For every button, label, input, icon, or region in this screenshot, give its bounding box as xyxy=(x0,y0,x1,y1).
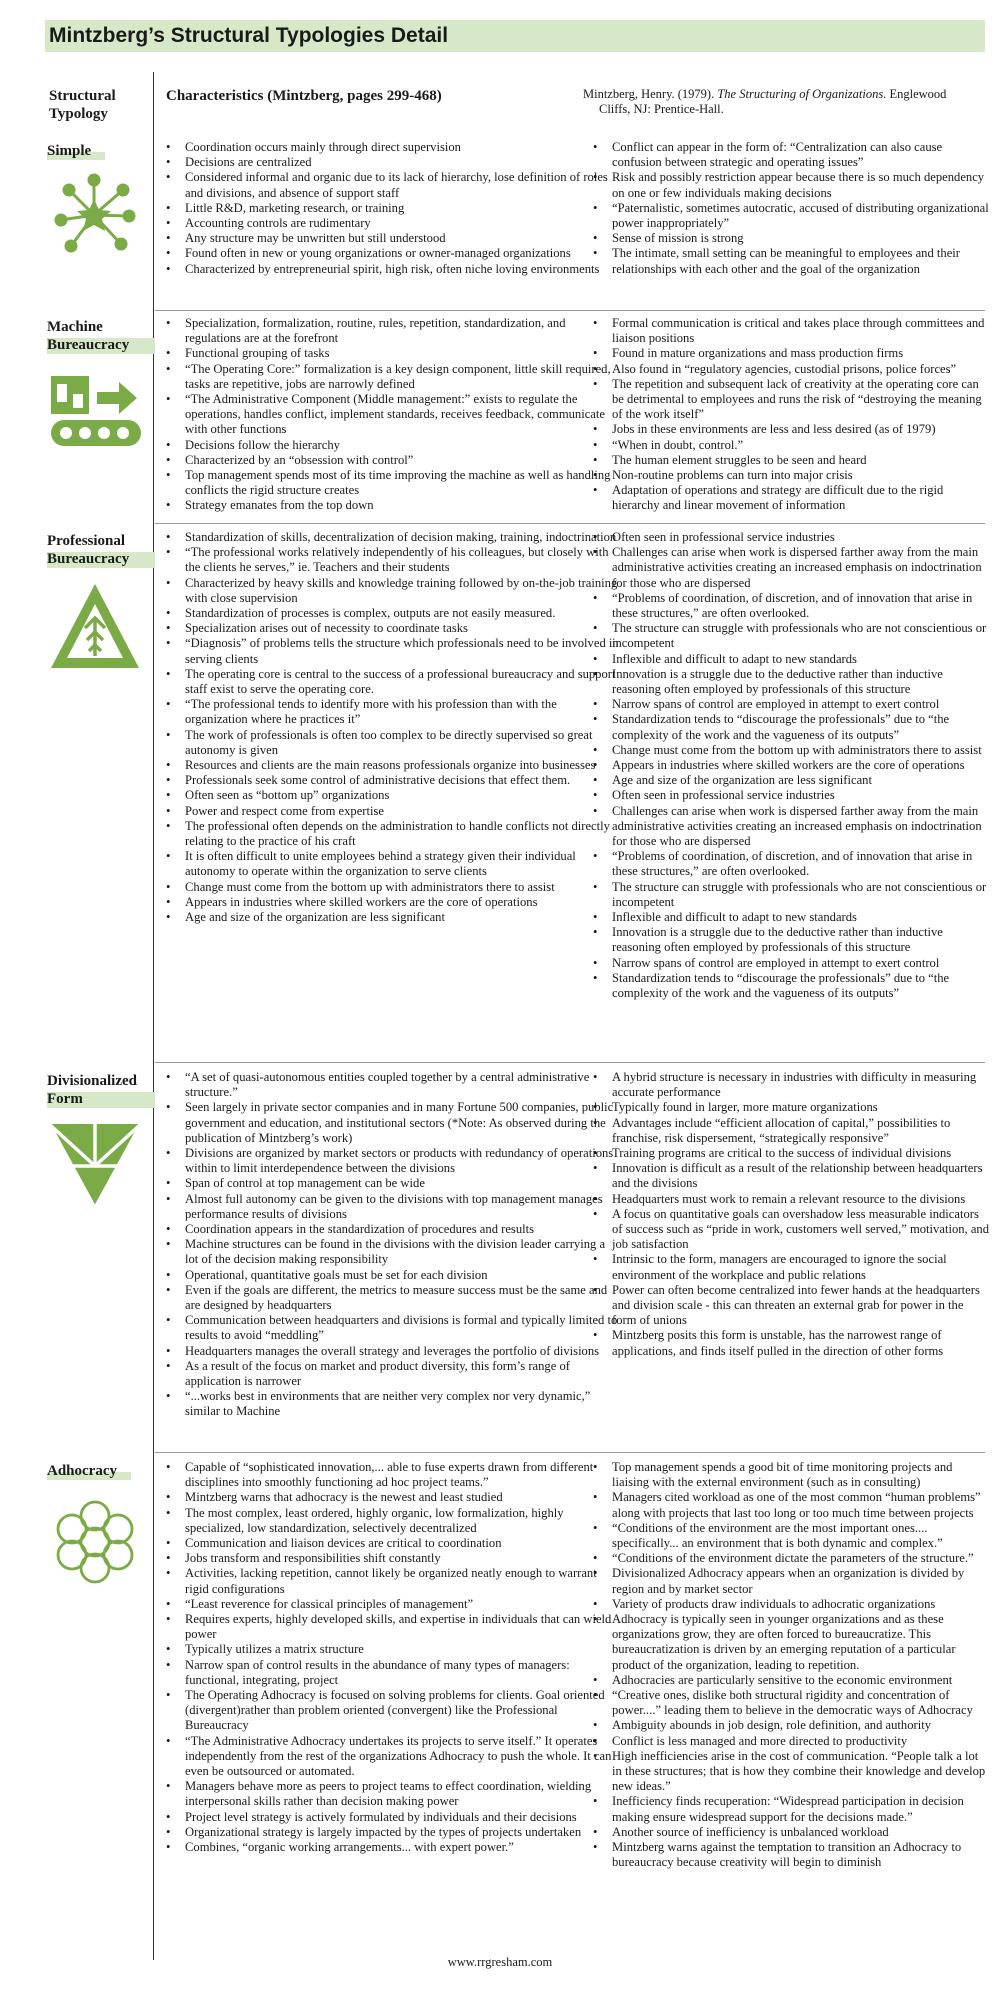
characteristics-list-secondary xyxy=(590,530,990,1001)
section-separator xyxy=(155,310,985,311)
list-item: • “When in doubt, control.” xyxy=(590,438,990,453)
section-separator xyxy=(155,1062,985,1063)
list-item: • Mintzberg posits this form is unstable, has the narrowest range of applications, and finds itself pulled in the direction of other forms xyxy=(590,1328,990,1358)
list-item: • Strategy emanates from the top down xyxy=(163,498,621,513)
section-name: Divisionalized Form xyxy=(47,1072,155,1108)
list-item: • Age and size of the organization are less significant xyxy=(163,910,621,925)
list-item: • Narrow span of control results in the abundance of many types of managers: functional, integrating, project xyxy=(163,1658,621,1688)
list-item: • Narrow spans of control are employed in attempt to exert control xyxy=(590,697,990,712)
list-item: • Headquarters must work to remain a relevant resource to the divisions xyxy=(590,1192,990,1207)
list-item: • The intimate, small setting can be meaningful to employees and their relationships with each other and the goal of the organization xyxy=(590,246,990,276)
section-name: Simple xyxy=(47,142,155,160)
section-name: Professional Bureaucracy xyxy=(47,532,155,568)
list-item: • “A set of quasi-autonomous entities coupled together by a central administrative structure.” xyxy=(163,1070,621,1100)
list-item: • Power can often become centralized into fewer hands at the headquarters and division scale - this can threaten an external grab for power in the form of unions xyxy=(590,1283,990,1329)
list-item: • Functional grouping of tasks xyxy=(163,346,621,361)
list-item: • The structure can struggle with professionals who are not conscientious or incompetent xyxy=(590,880,990,910)
list-item: • Top management spends a good bit of time monitoring projects and liaising with the external environment (such as in consulting) xyxy=(590,1460,990,1490)
list-item: • Inflexible and difficult to adapt to new standards xyxy=(590,910,990,925)
list-item: • Any structure may be unwritten but still understood xyxy=(163,231,621,246)
list-item: • Inflexible and difficult to adapt to new standards xyxy=(590,652,990,667)
list-item: • As a result of the focus on market and product diversity, this form’s range of application is narrower xyxy=(163,1359,621,1389)
list-item: • Adhocracy is typically seen in younger organizations and as these organizations grow, they are often forced to bureaucratize. This bureaucratization is driven by an emerging reputation of a particular product of the organization, leading to repetition. xyxy=(590,1612,990,1673)
list-item: • Project level strategy is actively formulated by individuals and their decisions xyxy=(163,1810,621,1825)
pyramid-arrow-icon xyxy=(47,578,143,674)
list-item: • “Creative ones, dislike both structural rigidity and concentration of power....” leading them to believe in the democratic ways of Adhocracy xyxy=(590,1688,990,1718)
list-item: • Coordination occurs mainly through direct supervision xyxy=(163,140,621,155)
list-item: • Challenges can arise when work is dispersed farther away from the main administrative activities creating an increased emphasis on indoctrination for those who are dispersed xyxy=(590,804,990,850)
list-item: • “Paternalistic, sometimes autocratic, accused of distributing organizational power inappropriately” xyxy=(590,201,990,231)
page-title: Mintzberg’s Structural Typologies Detail xyxy=(49,24,449,47)
list-item: • The human element struggles to be seen and heard xyxy=(590,453,990,468)
list-item: • Almost full autonomy can be given to the divisions with top management manages performance results of divisions xyxy=(163,1192,621,1222)
list-item: • It is often difficult to unite employees behind a strategy given their individual autonomy to operate within the organization to serve clients xyxy=(163,849,621,879)
header-characteristics: Characteristics (Mintzberg, pages 299-468) xyxy=(166,88,442,104)
characteristics-list xyxy=(163,1460,621,1855)
list-item: • The work of professionals is often too complex to be directly supervised so great autonomy is given xyxy=(163,728,621,758)
list-item: • “Conditions of the environment dictate the parameters of the structure.” xyxy=(590,1551,990,1566)
list-item: • Characterized by an “obsession with control” xyxy=(163,453,621,468)
section-name: Machine Bureaucracy xyxy=(47,318,155,354)
list-item: • Operational, quantitative goals must be set for each division xyxy=(163,1268,621,1283)
list-item: • Divisions are organized by market sectors or products with redundancy of operations within to limit interdependence between the divisions xyxy=(163,1146,621,1176)
list-item: • Risk and possibly restriction appear because there is so much dependency on one or few individuals making decisions xyxy=(590,170,990,200)
list-item: • Span of control at top management can be wide xyxy=(163,1176,621,1191)
list-item: • Standardization of processes is complex, outputs are not easily measured. xyxy=(163,606,621,621)
list-item: • Professionals seek some control of administrative decisions that effect them. xyxy=(163,773,621,788)
list-item: • Innovation is a struggle due to the deductive rather than inductive reasoning often employed by professionals of this structure xyxy=(590,667,990,697)
list-item: • Machine structures can be found in the divisions with the division leader carrying a lot of the decision making responsibility xyxy=(163,1237,621,1267)
list-item: • Typically found in larger, more mature organizations xyxy=(590,1100,990,1115)
list-item: • The structure can struggle with professionals who are not conscientious or incompetent xyxy=(590,621,990,651)
list-item: • Found in mature organizations and mass production firms xyxy=(590,346,990,361)
list-item: • The professional often depends on the administration to handle conflicts not directly relating to the practice of his craft xyxy=(163,819,621,849)
characteristics-list-secondary xyxy=(590,316,990,514)
characteristics-list-secondary xyxy=(590,140,990,277)
section-separator xyxy=(155,523,985,524)
characteristics-list xyxy=(163,140,621,277)
characteristics-list xyxy=(163,316,621,514)
list-item: • Conflict can appear in the form of: “Centralization can also cause confusion between strategic and operating issues” xyxy=(590,140,990,170)
footer-url: www.rrgresham.com xyxy=(447,1955,553,1969)
list-item: • Managers cited workload as one of the most common “human problems” along with projects that last too long or too much time between projects xyxy=(590,1490,990,1520)
list-item: • Jobs transform and responsibilities shift constantly xyxy=(163,1551,621,1566)
list-item: • Non-routine problems can turn into major crisis xyxy=(590,468,990,483)
list-item: • Variety of products draw individuals to adhocratic organizations xyxy=(590,1597,990,1612)
characteristics-list xyxy=(163,530,621,925)
list-item: • Narrow spans of control are employed in attempt to exert control xyxy=(590,956,990,971)
list-item: • Typically utilizes a matrix structure xyxy=(163,1642,621,1657)
list-item: • “Problems of coordination, of discretion, and of innovation that arise in these structures,” are often overlooked. xyxy=(590,591,990,621)
list-item: • Considered informal and organic due to its lack of hierarchy, lose definition of roles and divisions, and absence of support staff xyxy=(163,170,621,200)
list-item: • Communication between headquarters and divisions is formal and typically limited to results to avoid “meddling” xyxy=(163,1313,621,1343)
list-item: • Often seen as “bottom up” organizations xyxy=(163,788,621,803)
list-item: • Characterized by heavy skills and knowledge training followed by on-the-job training with close supervision xyxy=(163,576,621,606)
list-item: • Decisions are centralized xyxy=(163,155,621,170)
list-item: • Power and respect come from expertise xyxy=(163,804,621,819)
list-item: • Innovation is a struggle due to the deductive rather than inductive reasoning often employed by professionals of this structure xyxy=(590,925,990,955)
conveyor-machine-icon xyxy=(47,370,143,466)
star-network-icon xyxy=(47,168,143,264)
characteristics-list xyxy=(163,1070,621,1420)
list-item: • The operating core is central to the success of a professional bureaucracy and support staff exist to serve the operating core. xyxy=(163,667,621,697)
section-machine-bureaucracy xyxy=(45,316,990,516)
list-item: • Accounting controls are rudimentary xyxy=(163,216,621,231)
list-item: • Organizational strategy is largely impacted by the types of projects undertaken xyxy=(163,1825,621,1840)
list-item: • “The professional works relatively independently of his colleagues, but closely with the clients he serves,” ie. Teachers and their students xyxy=(163,545,621,575)
section-professional-bureaucracy xyxy=(45,530,990,1055)
characteristics-list-secondary xyxy=(590,1460,990,1870)
list-item: • A focus on quantitative goals can overshadow less measurable indicators of success such as “pride in work, customers well served,” motivation, and job satisfaction xyxy=(590,1207,990,1253)
list-item: • Another source of inefficiency is unbalanced workload xyxy=(590,1825,990,1840)
list-item: • “Diagnosis” of problems tells the structure which professionals need to be involved in serving clients xyxy=(163,636,621,666)
list-item: • Change must come from the bottom up with administrators there to assist xyxy=(590,743,990,758)
section-simple xyxy=(45,140,990,305)
list-item: • Standardization tends to “discourage the professionals” due to “the complexity of the work and the vagueness of its outputs” xyxy=(590,712,990,742)
header-citation xyxy=(583,87,983,117)
list-item: • “Least reverence for classical principles of management” xyxy=(163,1597,621,1612)
list-item: • Communication and liaison devices are critical to coordination xyxy=(163,1536,621,1551)
list-item: • A hybrid structure is necessary in industries with difficulty in measuring accurate performance xyxy=(590,1070,990,1100)
list-item: • Formal communication is critical and takes place through committees and liaison positions xyxy=(590,316,990,346)
citation-place: Englewood xyxy=(886,87,947,101)
list-item: • Characterized by entrepreneurial spirit, high risk, often niche loving environments xyxy=(163,262,621,277)
list-item: • Headquarters manages the overall strategy and leverages the portfolio of divisions xyxy=(163,1344,621,1359)
list-item: • The most complex, least ordered, highly organic, low formalization, highly specialized, low standardization, selectively decentralized xyxy=(163,1506,621,1536)
citation-author: Mintzberg, Henry. (1979). xyxy=(583,87,718,101)
list-item: • Even if the goals are different, the metrics to measure success must be the same and are designed by headquarters xyxy=(163,1283,621,1313)
list-item: • Activities, lacking repetition, cannot likely be organized neatly enough to warrant rigid configurations xyxy=(163,1566,621,1596)
citation-publisher: Cliffs, NJ: Prentice-Hall. xyxy=(599,102,724,116)
list-item: • Specialization arises out of necessity to coordinate tasks xyxy=(163,621,621,636)
list-item: • Innovation is difficult as a result of the relationship between headquarters and the divisions xyxy=(590,1161,990,1191)
citation-book-title: The Structuring of Organizations. xyxy=(717,87,887,101)
characteristics-list-secondary xyxy=(590,1070,990,1359)
section-separator xyxy=(155,1452,985,1453)
list-item: • High inefficiencies arise in the cost of communication. “People talk a lot in these structures; that is how they combine their knowledge and develop new ideas.” xyxy=(590,1749,990,1795)
list-item: • “The Administrative Adhocracy undertakes its projects to serve itself.” It operates independently from the rest of the organizations Adhocracy to push the whole. It can even be outsourced or automated. xyxy=(163,1734,621,1780)
list-item: • “The Operating Core:” formalization is a key design component, little skill required, tasks are repetitive, jobs are narrowly defined xyxy=(163,362,621,392)
list-item: • Training programs are critical to the success of individual divisions xyxy=(590,1146,990,1161)
list-item: • Appears in industries where skilled workers are the core of operations xyxy=(163,895,621,910)
list-item: • Standardization tends to “discourage the professionals” due to “the complexity of the work and the vagueness of its outputs” xyxy=(590,971,990,1001)
header-structural-typology: Structural Typology xyxy=(49,88,116,122)
list-item: • Combines, “organic working arrangements... with expert power.” xyxy=(163,1840,621,1855)
list-item: • Appears in industries where skilled workers are the core of operations xyxy=(590,758,990,773)
overlapping-circles-icon xyxy=(47,1494,143,1590)
list-item: • Adaptation of operations and strategy are difficult due to the rigid hierarchy and linear movement of information xyxy=(590,483,990,513)
list-item: • Specialization, formalization, routine, rules, repetition, standardization, and regulations are at the forefront xyxy=(163,316,621,346)
divided-triangle-icon xyxy=(47,1118,143,1214)
list-item: • Challenges can arise when work is dispersed farther away from the main administrative activities creating an increased emphasis on indoctrination for those who are dispersed xyxy=(590,545,990,591)
list-item: • Mintzberg warns against the temptation to transition an Adhocracy to bureaucracy because creativity will begin to diminish xyxy=(590,1840,990,1870)
list-item: • Coordination appears in the standardization of procedures and results xyxy=(163,1222,621,1237)
list-item: • Also found in “regulatory agencies, custodial prisons, police forces” xyxy=(590,362,990,377)
list-item: • Mintzberg warns that adhocracy is the newest and least studied xyxy=(163,1490,621,1505)
list-item: • Often seen in professional service industries xyxy=(590,530,990,545)
list-item: • Age and size of the organization are less significant xyxy=(590,773,990,788)
list-item: • Change must come from the bottom up with administrators there to assist xyxy=(163,880,621,895)
list-item: • The repetition and subsequent lack of creativity at the operating core can be detrimental to employees and runs the risk of “destroying the meaning of the work itself” xyxy=(590,377,990,423)
list-item: • Jobs in these environments are less and less desired (as of 1979) xyxy=(590,422,990,437)
list-item: • “...works best in environments that are neither very complex nor very dynamic,” similar to Machine xyxy=(163,1389,621,1419)
list-item: • Intrinsic to the form, managers are encouraged to ignore the social environment of the workplace and public relations xyxy=(590,1252,990,1282)
list-item: • Conflict is less managed and more directed to productivity xyxy=(590,1734,990,1749)
list-item: • “The Administrative Component (Middle management:” exists to regulate the operations, handles conflict, implement standards, receives feedback, communicate with other functions xyxy=(163,392,621,438)
list-item: • Divisionalized Adhocracy appears when an organization is divided by region and by market sector xyxy=(590,1566,990,1596)
list-item: • Little R&D, marketing research, or training xyxy=(163,201,621,216)
list-item: • “The professional tends to identify more with his profession than with the organization where he practices it” xyxy=(163,697,621,727)
list-item: • Seen largely in private sector companies and in many Fortune 500 companies, public government and education, and institutional sectors (*Note: As observed during the publication of Mintzberg’s work) xyxy=(163,1100,621,1146)
list-item: • Top management spends most of its time improving the machine as well as handling conflicts the rigid structure creates xyxy=(163,468,621,498)
list-item: • Standardization of skills, decentralization of decision making, training, indoctrination xyxy=(163,530,621,545)
list-item: • Adhocracies are particularly sensitive to the economic environment xyxy=(590,1673,990,1688)
list-item: • Inefficiency finds recuperation: “Widespread participation in decision making ensure widespread support for the decisions made.” xyxy=(590,1794,990,1824)
list-item: • Decisions follow the hierarchy xyxy=(163,438,621,453)
list-item: • Managers behave more as peers to project teams to effect coordination, wielding interpersonal skills rather than decision making power xyxy=(163,1779,621,1809)
list-item: • Sense of mission is strong xyxy=(590,231,990,246)
list-item: • Capable of “sophisticated innovation,... able to fuse experts drawn from different disciplines into smoothly functioning ad hoc project teams.” xyxy=(163,1460,621,1490)
list-item: • Advantages include “efficient allocation of capital,” possibilities to franchise, risk dispersement, “strategically responsive” xyxy=(590,1116,990,1146)
section-name: Adhocracy xyxy=(47,1462,155,1480)
list-item: • Found often in new or young organizations or owner-managed organizations xyxy=(163,246,621,261)
list-item: • Requires experts, highly developed skills, and expertise in individuals that can wield power xyxy=(163,1612,621,1642)
list-item: • The Operating Adhocracy is focused on solving problems for clients. Goal oriented (divergent)rather than problem oriented (convergent) like the Professional Bureaucracy xyxy=(163,1688,621,1734)
list-item: • Ambiguity abounds in job design, role definition, and authority xyxy=(590,1718,990,1733)
section-adhocracy xyxy=(45,1460,990,1950)
section-divisionalized-form xyxy=(45,1070,990,1445)
list-item: • Often seen in professional service industries xyxy=(590,788,990,803)
list-item: • “Conditions of the environment are the most important ones.... specifically... an environment that is both dynamic and complex.” xyxy=(590,1521,990,1551)
list-item: • Resources and clients are the main reasons professionals organize into businesses xyxy=(163,758,621,773)
list-item: • “Problems of coordination, of discretion, and of innovation that arise in these structures,” are often overlooked. xyxy=(590,849,990,879)
